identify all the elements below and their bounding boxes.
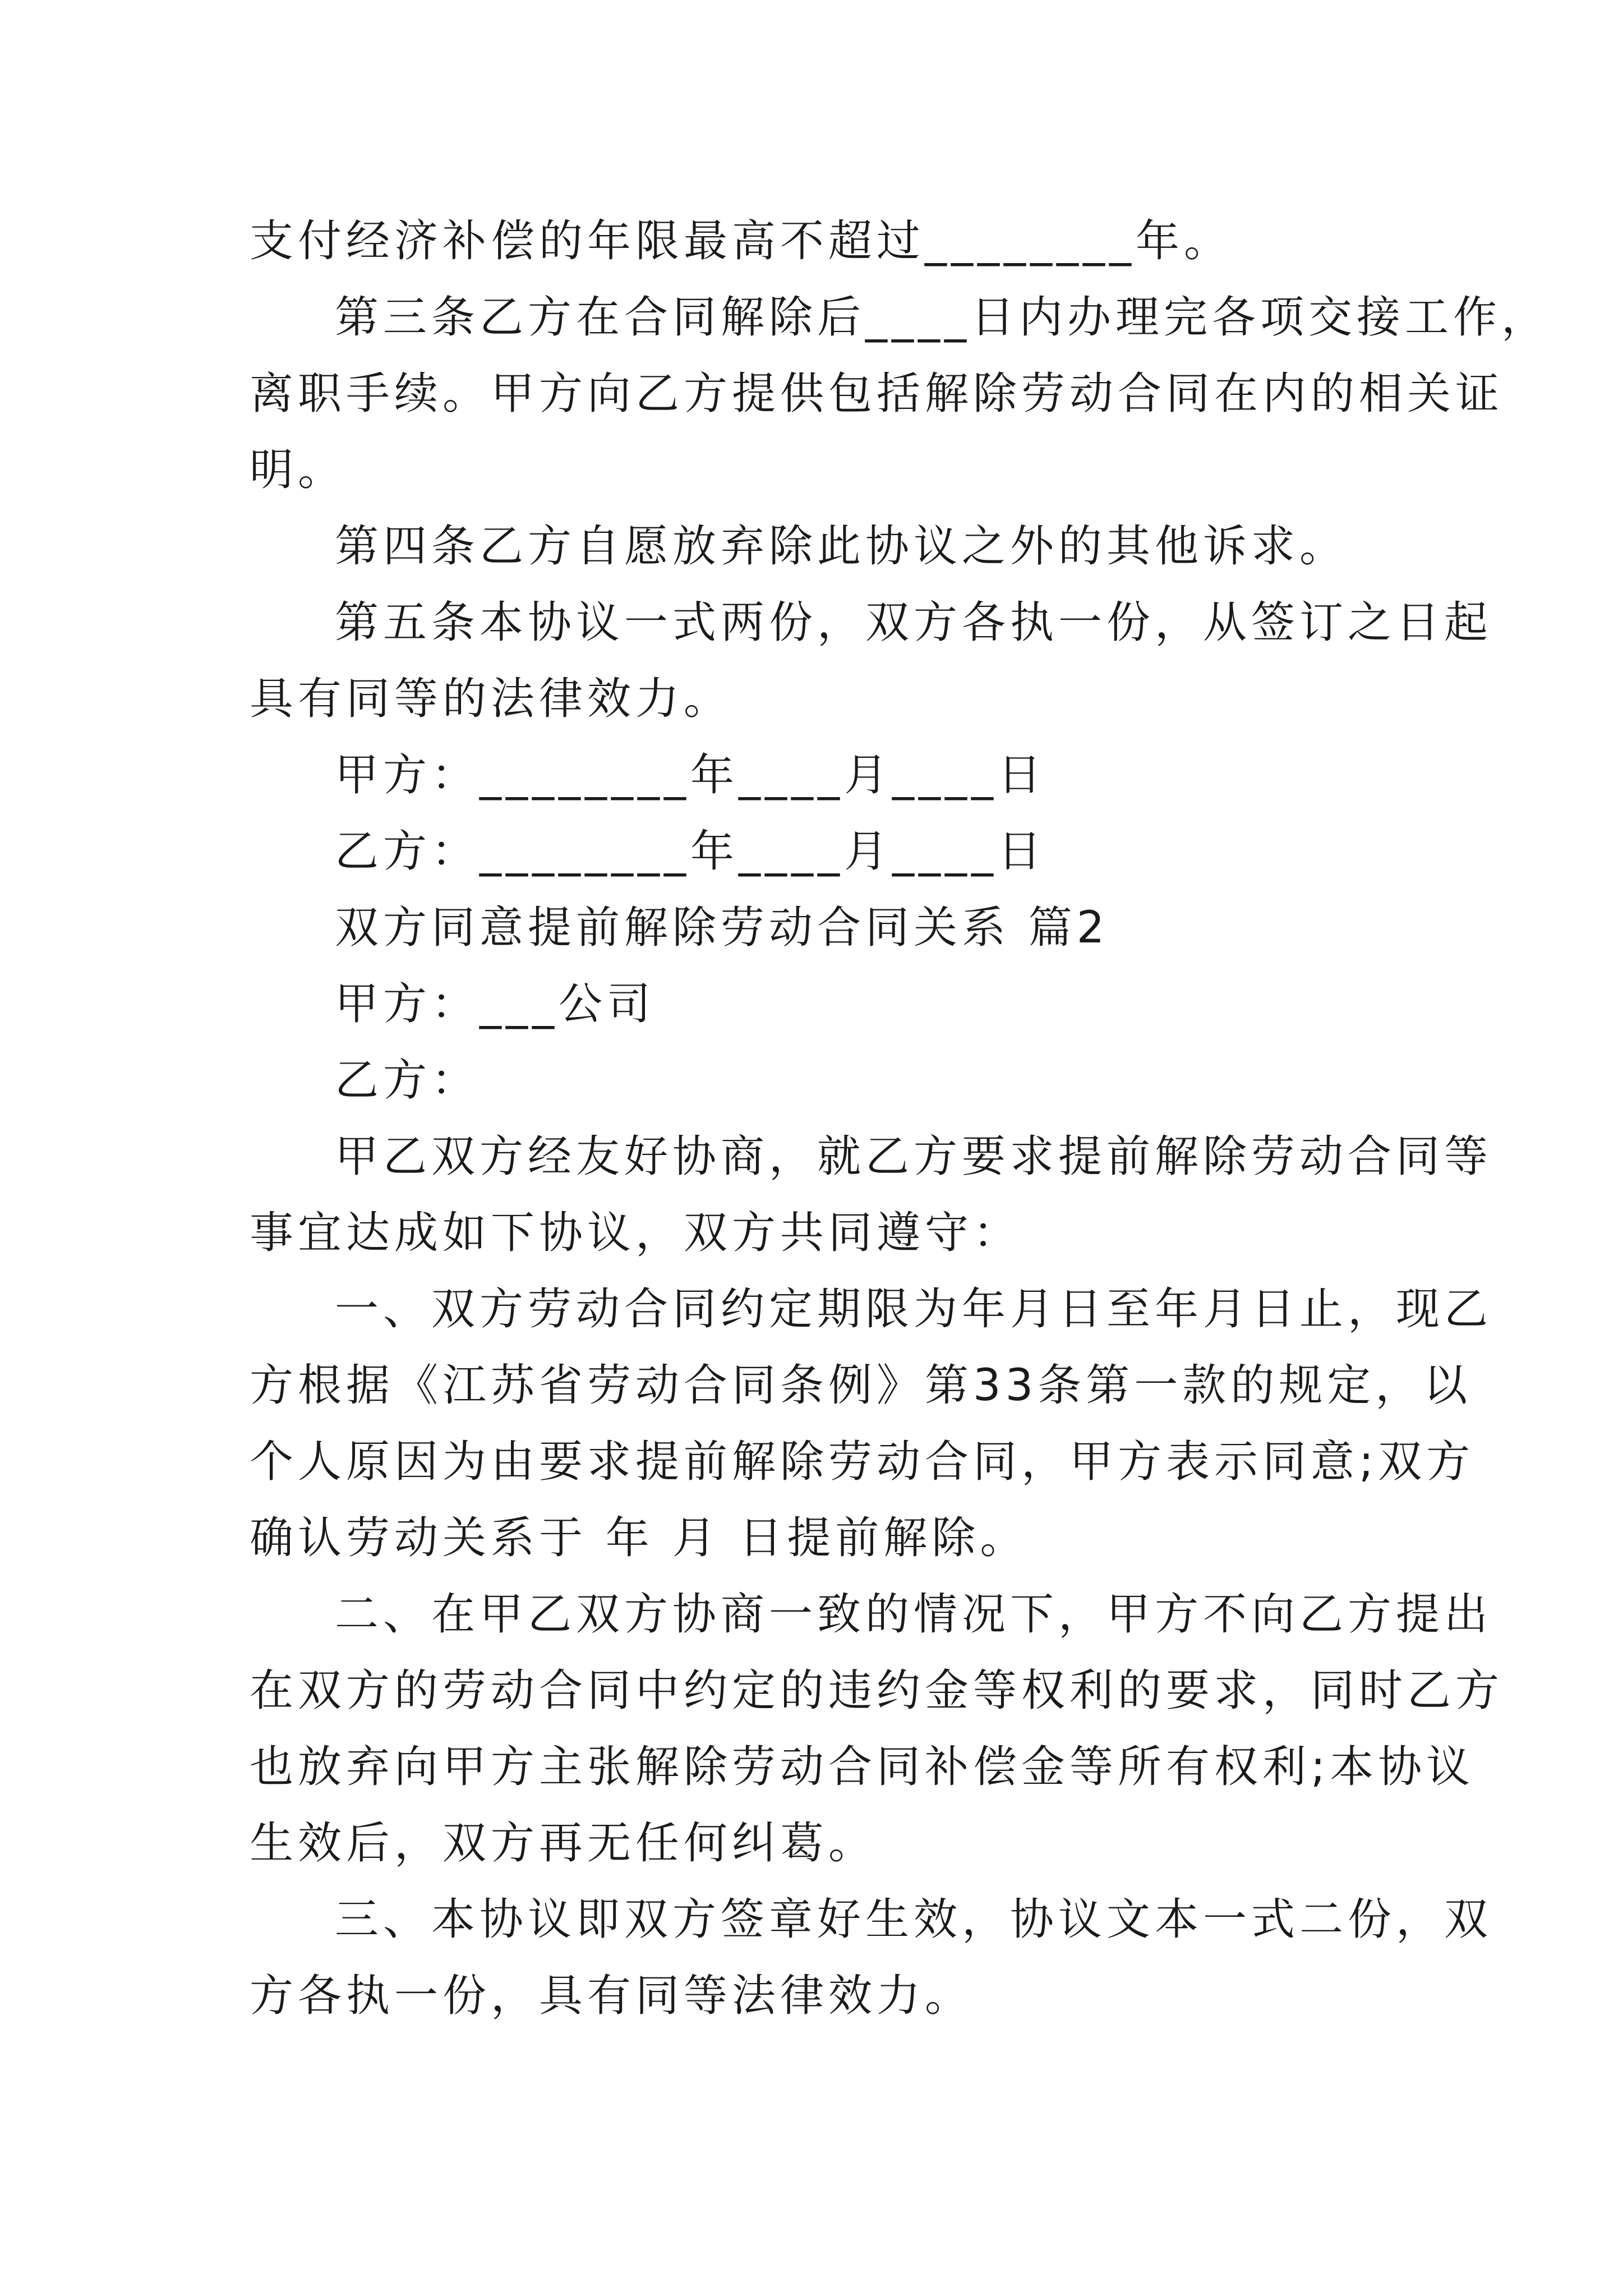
text-line: 乙方：________年____月____日 [335, 826, 1046, 877]
text-line: 甲方：________年____月____日 [335, 750, 1046, 800]
text-line: 也放弃向甲方主张解除劳动合同补偿金等所有权利;本协议 [250, 1742, 1475, 1792]
text-line: 第三条乙方在合同解除后____日内办理完各项交接工作， [335, 292, 1550, 343]
text-line: 离职手续。甲方向乙方提供包括解除劳动合同在内的相关证 [250, 369, 1504, 419]
text-line: 确认劳动关系于 年 月 日提前解除。 [250, 1513, 1029, 1563]
text-line: 第四条乙方自愿放弃除此协议之外的其他诉求。 [335, 521, 1348, 572]
text-line: 个人原因为由要求提前解除劳动合同，甲方表示同意;双方 [250, 1437, 1475, 1487]
text-line: 明。 [250, 445, 347, 495]
text-line: 二、在甲乙双方协商一致的情况下，甲方不向乙方提出 [335, 1589, 1493, 1640]
text-line: 事宜达成如下协议，双方共同遵守： [250, 1208, 1022, 1258]
text-line: 甲乙双方经友好协商，就乙方要求提前解除劳动合同等 [335, 1131, 1493, 1182]
text-line: 生效后，双方再无任何纠葛。 [250, 1818, 877, 1869]
section-heading: 双方同意提前解除劳动合同关系 篇2 [335, 903, 1109, 953]
text-line: 乙方： [335, 1055, 480, 1106]
text-line: 一、双方劳动合同约定期限为年月日至年月日止，现乙 [335, 1284, 1493, 1335]
text-line: 具有同等的法律效力。 [250, 674, 732, 724]
text-line: 方根据《江苏省劳动合同条例》第33条第一款的规定，以 [250, 1360, 1472, 1411]
text-line: 甲方：___公司 [335, 979, 656, 1029]
text-line: 方各执一份，具有同等法律效力。 [250, 1971, 974, 2021]
text-line: 三、本协议即双方签章好生效，协议文本一式二份，双 [335, 1894, 1493, 1945]
text-line: 第五条本协议一式两份，双方各执一份，从签订之日起 [335, 597, 1493, 648]
text-line: 支付经济补偿的年限最高不超过________年。 [250, 216, 1233, 266]
text-line: 在双方的劳动合同中约定的违约金等权利的要求，同时乙方 [250, 1665, 1504, 1716]
